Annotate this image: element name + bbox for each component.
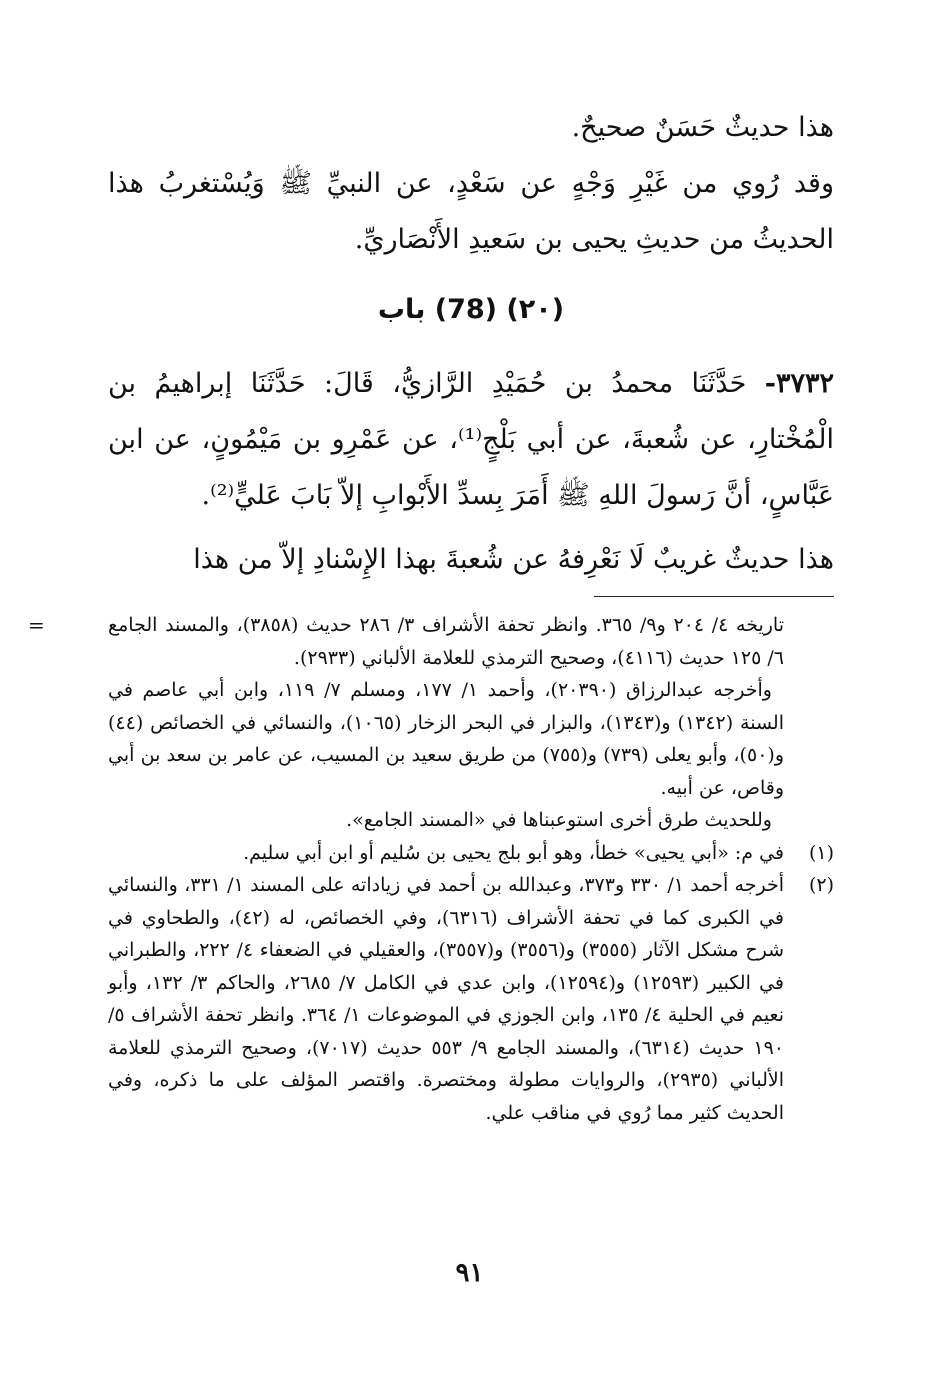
footnote-text: أخرجه أحمد ١/ ٣٣٠ و٣٧٣، وعبدالله بن أحمد في زياداته على المسند ١/ ٣٣١، والنسائي في الكبرى كما في تحفة الأشراف (٦٣١٦)، وفي الخصائص، له (٤٢)، والطحاوي في شرح مشكل الآثار (٣٥٥٥) و(٣٥٥٦) و(٣٥٥٧)، والعقيلي في الضعفاء ٤/ ٢٢٢، والطبراني في الكبير (١٢٥٩٣) و(١٢٥٩٤)، وابن عدي في الكامل ٧/ ٢٦٨٥، والحاكم ٣/ ١٣٢، وأبو نعيم في الحلية ٤/ ١٣٥، وابن الجوزي في الموضوعات ١/ ٣٦٤. وانظر تحفة الأشراف ٥/ ١٩٠ حديث (٦٣١٤)، والمسند الجامع ٩/ ٥٥٣ حديث (٧٠١٧)، وصحيح الترمذي للعلامة الألباني (٢٩٣٥)، والروايات مطولة ومختصرة. واقتصر المؤلف على ما ذكره، وفي الحديث كثير مما رُوي في مناقب علي.: [108, 874, 785, 1124]
footnote-marker: (١): [808, 841, 834, 864]
grading-paragraph: هذا حديثٌ حَسَنٌ صحيحٌ.: [571, 112, 834, 143]
continuation-mark: =: [28, 613, 45, 637]
footnote-marker: (٢): [808, 874, 834, 896]
hadith-paragraph: [108, 356, 834, 524]
footnote-paragraph: تاريخه ٤/ ٢٠٤ و٩/ ٣٦٥. وانظر تحفة الأشراف ٣/ ٢٨٦ حديث (٣٨٥٨)، والمسند الجامع ٦/ ١٢٥ حديث (٤١١٦)، وصحيح الترمذي للعلامة الألباني (٢٩٣٣).: [108, 614, 785, 669]
footnote-separator: [594, 596, 834, 597]
hadith-number: ٣٧٣٢-: [764, 368, 834, 399]
footnote-paragraph: وأخرجه عبدالرزاق (٢٠٣٩٠)، وأحمد ١/ ١٧٧، ومسلم ٧/ ١١٩، وابن أبي عاصم في السنة (١٣٤٢) و(١٣٤٣)، والبزار في البحر الزخار (١٠٦٥)، والنسائي في الخصائص (٤٤) و(٥٠)، وأبو يعلى (٧٣٩) و(٧٥٥) من طريق سعيد بن المسيب، عن عامر بن سعد بن أبي وقاص، عن أبيه.: [108, 679, 784, 799]
footnote-text: في م: «أبي يحيى» خطأ، وهو أبو بلج يحيى بن سُليم أو ابن أبي سليم.: [243, 841, 784, 864]
chapter-heading: (٢٠) (78) باب: [377, 294, 565, 325]
footnote-2: [108, 869, 834, 1129]
hadith-text: حَدَّثَنَا محمدُ بن حُمَيْدِ الرَّازيُّ، قَالَ: حَدَّثَنَا إبراهيمُ بن الْمُخْتارِ، عن شُعبةَ، عن أبي بَلْجٍ⁽¹⁾، عن عَمْرِو بن مَيْمُونٍ، عن ابن عَبَّاسٍ، أنَّ رَسولَ اللهِ ﷺ أَمَرَ بِسدِّ الأَبْوابِ إلاّ بَابَ عَليٍّ⁽²⁾.: [108, 368, 835, 511]
footnotes: [28, 609, 834, 1129]
footnote-paragraph: وللحديث طرق أخرى استوعبناها في «المسند الجامع».: [346, 809, 772, 831]
commentary-paragraph: وقد رُوي من غَيْرِ وَجْهٍ عن سَعْدٍ، عن النبيِّ ﷺ وَيُسْتغربُ هذا الحديثُ من حديثِ يحيى بن سَعيدِ الأَنْصَاريِّ.: [108, 168, 834, 255]
closing-paragraph: هذا حديثٌ غريبٌ لَا نَعْرِفهُ عن شُعبةَ بهذا الإِسْنادِ إلاّ من هذا: [193, 544, 834, 575]
footnote-continuation: [28, 609, 834, 837]
book-page: [28, 100, 835, 1129]
main-text: [108, 100, 834, 588]
footnote-1: [108, 837, 834, 870]
page-number: ٩١: [455, 1258, 484, 1288]
